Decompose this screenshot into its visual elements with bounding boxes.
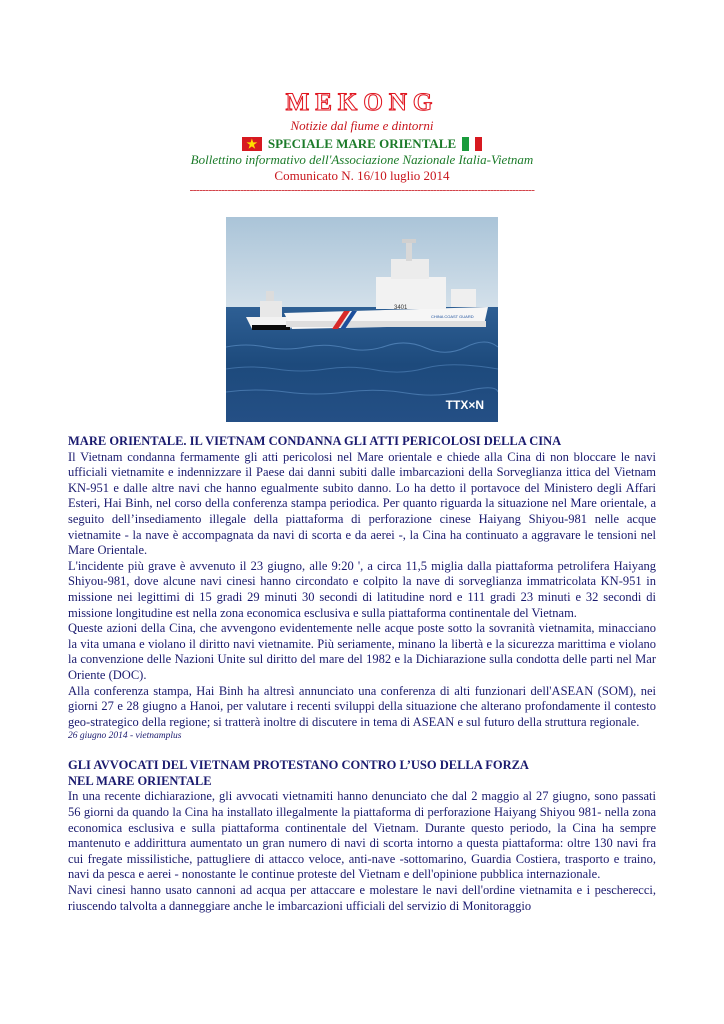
- coast-guard-photo: [226, 217, 498, 422]
- bulletin-header: [0, 88, 724, 196]
- article2-paragraph: Navi cinesi hanno usato cannoni ad acqua per attaccare e molestare le navi dell'ordine vietnamita e i pescherecci, riuscendo talvolta a danneggiare anche le imbarcazioni ufficiali del servizio di Monitoraggio: [68, 883, 656, 913]
- special-label: SPECIALE MARE ORIENTALE: [267, 136, 457, 151]
- vietnam-flag-icon: ★: [242, 137, 262, 151]
- masthead-title: MEKONG: [285, 89, 439, 116]
- photo-watermark: TTX×N: [445, 398, 484, 412]
- article1-paragraph: Il Vietnam condanna fermamente gli atti pericolosi nel Mare orientale e chiede alla Cina di non bloccare le navi ufficiali vietnamite e indennizzare il Paese dai danni subiti dalle imbarcazioni della Sorveglianza ittica del Vietnam KN-951 e dalle altre navi che hanno egualmente subito danno. Lo ha detto il portavoce del Ministero degli Affari Esteri, Hai Binh, nel corso della conferenza stampa periodica. Per quanto riguarda la situazione nel Mare orientale, a seguito dell’insediamento illegale della piattaforma di perforazione cinese Haiyang Shiyou-981 nelle acque vietnamite - la nave è accompagnata da navi di scorta e da aerei -, la Cina ha continuato a aggravare le tensioni nel Mare Orientale.: [68, 449, 656, 558]
- article2-paragraph: In una recente dichiarazione, gli avvocati vietnamiti hanno denunciato che dal 2 maggio al 27 giugno, sono passati 56 giorni da quando la Cina ha installato illegalmente la piattaforma di perforazione Haiyang Shiyou 981- nella zona economica esclusiva e sulla piattaforma continentale del Vietnam. Durante questo periodo, la Cina ha sempre mantenuto e addirittura aumentato un gran numero di navi di scorta intorno a questa piattaforma: oltre 130 navi fra cui fregate missilistiche, pattugliere di attacco veloce, anti-nave -sottomarino, Guardia Costiera, trasporto e traino, navi da pesca e aerei - nonostante le continue proteste del Vietnam e dell'opinione pubblica internazionale.: [68, 789, 656, 882]
- italy-flag-icon: [462, 137, 482, 151]
- ships-illustration: [226, 217, 498, 422]
- masthead-subtitle: Notizie dal fiume e dintorni: [290, 118, 434, 133]
- article1-paragraph: Alla conferenza stampa, Hai Binh ha altresì annunciato una conferenza di alti funzionari dell'ASEAN (SOM), nei giorni 27 e 28 giugno a Hanoi, per valutare i recenti sviluppi della situazione che alterano profondamente il contesto geo-strategico della regione; si tratterà inoltre di discutere in tema di ASEAN e sul futuro della struttura regionale.: [68, 683, 656, 729]
- article2-title-line1: GLI AVVOCATI DEL VIETNAM PROTESTANO CONTRO L’USO DELLA FORZA: [68, 758, 529, 773]
- bulletin-description: Bollettino informativo dell'Associazione Nazionale Italia-Vietnam: [190, 152, 534, 167]
- header-divider: -------------------------------------------------------------------------------------------------------------: [189, 184, 535, 196]
- article1-paragraph: L'incidente più grave è avvenuto il 23 giugno, alle 9:20 ', a circa 11,5 miglia dalla piattaforma petrolifera Haiyang Shiyou-981, dove alcune navi cinesi hanno circondato e colpito la nave di sorveglianza immatricolata KN-951 in missione nei legittimi di 15 gradi 29 minuti 30 secondi di latitudine nord e 111 gradi 23 minuti e 32 secondi di missione longitudine est nella zona economica esclusiva e sulla piattaforma continentale del Vietnam.: [68, 558, 656, 620]
- article-body: [68, 434, 656, 914]
- ship-number: 3401: [394, 305, 408, 311]
- ship-label: CHINA COAST GUARD: [431, 314, 474, 319]
- issue-number: Comunicato N. 16/10 luglio 2014: [274, 168, 450, 183]
- special-banner: [0, 136, 724, 152]
- article1-source: 26 giugno 2014 - vietnamplus: [68, 731, 182, 742]
- article1-title: MARE ORIENTALE. IL VIETNAM CONDANNA GLI ATTI PERICOLOSI DELLA CINA: [68, 434, 562, 448]
- article1-paragraph: Queste azioni della Cina, che avvengono evidentemente nelle acque poste sotto la sovranità vietnamita, minacciano la vita umana e violano il diritto navi vietnamite. Più seriamente, minano la libertà e la sicurezza marittima e violano la convenzione delle Nazioni Unite sul diritto del mare del 1982 e la Dichiarazione sulla condotta delle parti nel Mar Oriente (DOC).: [68, 621, 656, 682]
- article2-title-line2: NEL MARE ORIENTALE: [68, 773, 212, 788]
